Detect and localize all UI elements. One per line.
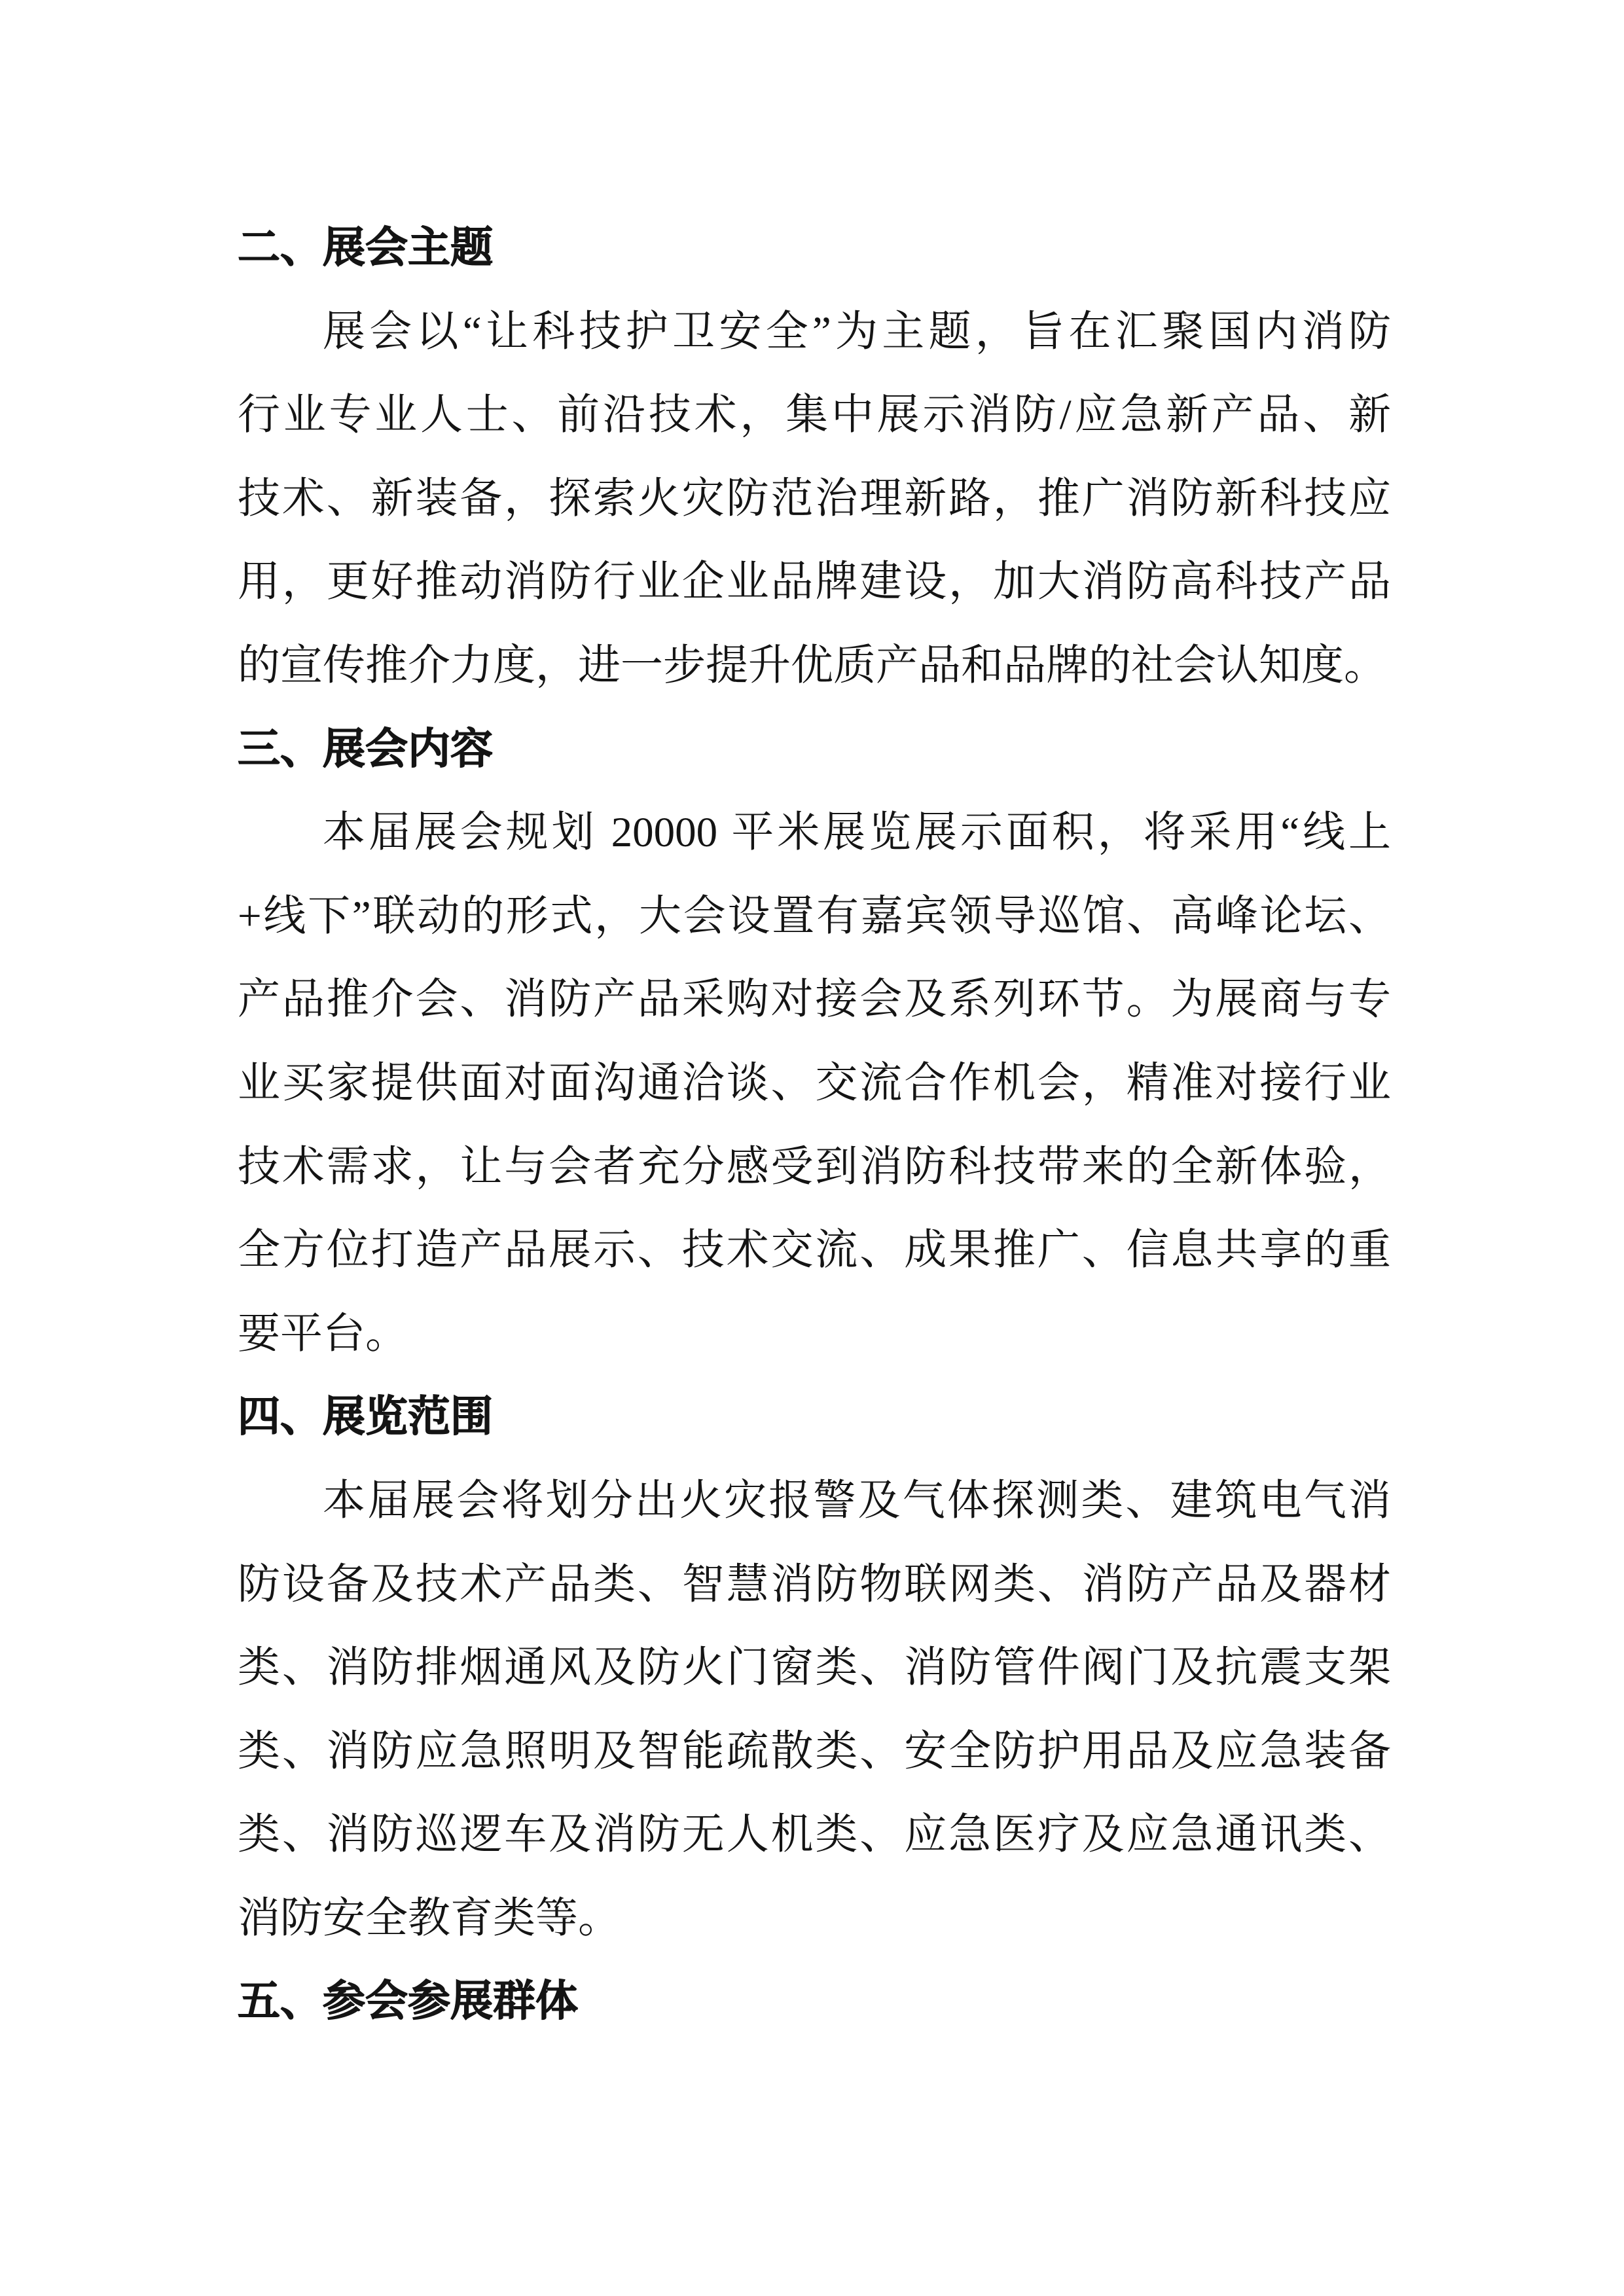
paragraph-line: 产品推介会、消防产品采购对接会及系列环节。为展商与专	[238, 976, 1391, 1024]
document-body	[238, 207, 1391, 2044]
paragraph-line: 技术需求，让与会者充分感受到消防科技带来的全新体验，	[238, 1143, 1391, 1191]
section-heading-5: 五、参会参展群体	[238, 1978, 579, 2026]
paragraph-line: 类、消防应急照明及智能疏散类、安全防护用品及应急装备	[238, 1727, 1391, 1775]
paragraph-line: 的宣传推介力度，进一步提升优质产品和品牌的社会认知度。	[238, 641, 1387, 689]
paragraph-line: 要平台。	[238, 1310, 408, 1357]
paragraph-line: +线下”联动的形式，大会设置有嘉宾领导巡馆、高峰论坛、	[238, 892, 1391, 940]
paragraph-line: 防设备及技术产品类、智慧消防物联网类、消防产品及器材	[238, 1560, 1391, 1608]
paragraph-line: 本届展会规划 20000 平米展览展示面积，将采用“线上	[323, 809, 1391, 857]
paragraph-line: 展会以“让科技护卫安全”为主题，旨在汇聚国内消防	[323, 308, 1391, 355]
paragraph-line: 类、消防排烟通风及防火门窗类、消防管件阀门及抗震支架	[238, 1644, 1391, 1692]
section-heading-4: 四、展览范围	[238, 1393, 494, 1441]
paragraph-line: 本届展会将划分出火灾报警及气体探测类、建筑电气消	[323, 1477, 1391, 1524]
paragraph-line: 业买家提供面对面沟通洽谈、交流合作机会，精准对接行业	[238, 1059, 1391, 1107]
paragraph-line: 类、消防巡逻车及消防无人机类、应急医疗及应急通讯类、	[238, 1811, 1391, 1859]
paragraph-line: 用，更好推动消防行业企业品牌建设，加大消防高科技产品	[238, 558, 1391, 606]
paragraph-line: 消防安全教育类等。	[238, 1894, 621, 1942]
paragraph-line: 全方位打造产品展示、技术交流、成果推广、信息共享的重	[238, 1227, 1391, 1274]
paragraph-line: 技术、新装备，探索火灾防范治理新路，推广消防新科技应	[238, 475, 1391, 522]
section-heading-3: 三、展会内容	[238, 725, 494, 773]
section-heading-2: 二、展会主题	[238, 224, 494, 272]
paragraph-line: 行业专业人士、前沿技术，集中展示消防/应急新产品、新	[238, 391, 1391, 439]
